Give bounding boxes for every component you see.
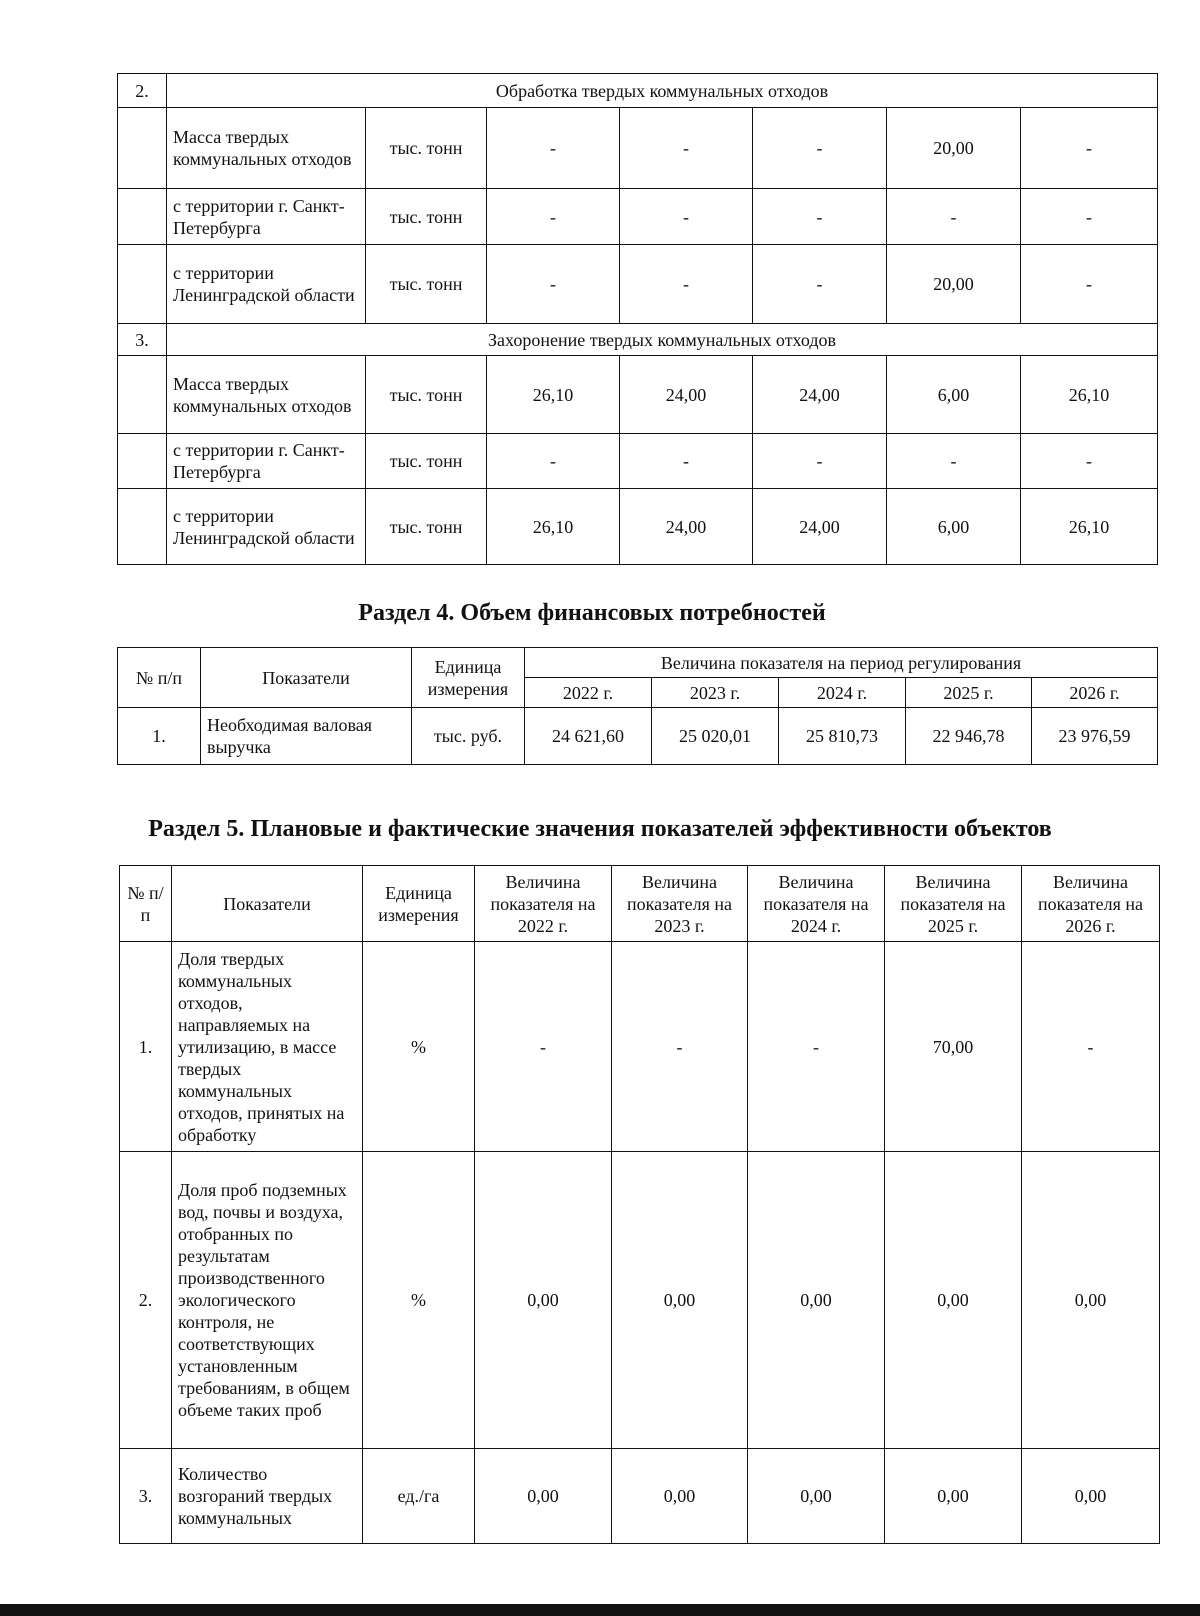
value-cell: -	[753, 245, 887, 324]
value-cell: 0,00	[1022, 1152, 1160, 1449]
value-cell: -	[753, 108, 887, 189]
value-cell: -	[612, 942, 748, 1152]
value-cell: -	[753, 189, 887, 245]
header-year: 2023 г.	[652, 678, 779, 708]
unit-cell: тыс. руб.	[412, 708, 525, 765]
header-row	[120, 866, 1160, 942]
value-cell: 23 976,59	[1032, 708, 1158, 765]
row-label: Масса твердых коммунальных отходов	[167, 108, 366, 189]
row-label: с территории Ленинградской области	[167, 245, 366, 324]
value-cell: 24,00	[753, 489, 887, 565]
value-cell: -	[487, 434, 620, 489]
section-number: 2.	[118, 74, 167, 108]
value-cell: -	[748, 942, 885, 1152]
section5-title: Раздел 5. Плановые и фактические значения показателей эффективности объектов	[148, 816, 1052, 842]
value-cell: -	[1022, 942, 1160, 1152]
value-cell: 26,10	[487, 356, 620, 434]
value-cell: 26,10	[1021, 356, 1158, 434]
section-number: 3.	[118, 324, 167, 356]
value-cell: 6,00	[887, 356, 1021, 434]
header-year: 2022 г.	[525, 678, 652, 708]
table-row	[118, 356, 1158, 434]
value-cell: 26,10	[1021, 489, 1158, 565]
header-year: 2024 г.	[779, 678, 906, 708]
table-row	[118, 434, 1158, 489]
value-cell: 0,00	[612, 1152, 748, 1449]
value-cell: 0,00	[612, 1449, 748, 1544]
value-cell: 24 621,60	[525, 708, 652, 765]
row-label: Доля проб подземных вод, почвы и воздуха, отобранных по результатам производственного экологического контроля, не соответствующих установленным требованиям, в общем объеме таких проб	[172, 1152, 363, 1449]
table-row	[118, 489, 1158, 565]
table-row	[120, 942, 1160, 1152]
value-cell: 6,00	[887, 489, 1021, 565]
waste-volume-table	[117, 73, 1158, 565]
value-cell: 0,00	[1022, 1449, 1160, 1544]
unit-cell: тыс. тонн	[366, 356, 487, 434]
header-year: 2026 г.	[1032, 678, 1158, 708]
empty-cell	[118, 189, 167, 245]
value-cell: -	[475, 942, 612, 1152]
unit-cell: тыс. тонн	[366, 108, 487, 189]
row-number: 3.	[120, 1449, 172, 1544]
value-cell: -	[753, 434, 887, 489]
row-label: Масса твердых коммунальных отходов	[167, 356, 366, 434]
unit-cell: тыс. тонн	[366, 189, 487, 245]
section4-title: Раздел 4. Объем финансовых потребностей	[358, 600, 826, 626]
row-number: 1.	[120, 942, 172, 1152]
row-label: с территории г. Санкт-Петербурга	[167, 434, 366, 489]
value-cell: 26,10	[487, 489, 620, 565]
value-cell: 0,00	[748, 1449, 885, 1544]
value-cell: 0,00	[475, 1449, 612, 1544]
value-cell: -	[487, 189, 620, 245]
value-cell: -	[487, 245, 620, 324]
header-unit: Единица измерения	[363, 866, 475, 942]
value-cell: 0,00	[475, 1152, 612, 1449]
empty-cell	[118, 356, 167, 434]
value-cell: 24,00	[753, 356, 887, 434]
header-year: 2025 г.	[906, 678, 1032, 708]
value-cell: -	[620, 245, 753, 324]
header-year: Величина показателя на 2023 г.	[612, 866, 748, 942]
header-row	[118, 648, 1158, 678]
value-cell: 0,00	[885, 1152, 1022, 1449]
empty-cell	[118, 245, 167, 324]
value-cell: 25 810,73	[779, 708, 906, 765]
value-cell: -	[1021, 189, 1158, 245]
header-indicators: Показатели	[172, 866, 363, 942]
header-num: № п/п	[120, 866, 172, 942]
empty-cell	[118, 434, 167, 489]
unit-cell: ед./га	[363, 1449, 475, 1544]
value-cell: 25 020,01	[652, 708, 779, 765]
section-header-row	[118, 324, 1158, 356]
header-year: Величина показателя на 2022 г.	[475, 866, 612, 942]
section-header-row	[118, 74, 1158, 108]
section-title: Обработка твердых коммунальных отходов	[167, 74, 1158, 108]
value-cell: 24,00	[620, 356, 753, 434]
header-year: Величина показателя на 2024 г.	[748, 866, 885, 942]
scan-edge-bar	[0, 1604, 1200, 1616]
value-cell: 0,00	[885, 1449, 1022, 1544]
row-number: 2.	[120, 1152, 172, 1449]
unit-cell: тыс. тонн	[366, 245, 487, 324]
header-indicators: Показатели	[201, 648, 412, 708]
empty-cell	[118, 108, 167, 189]
unit-cell: %	[363, 942, 475, 1152]
row-label: Необходимая валовая выручка	[201, 708, 412, 765]
value-cell: -	[1021, 108, 1158, 189]
table-row	[118, 245, 1158, 324]
table-row	[118, 708, 1158, 765]
value-cell: 22 946,78	[906, 708, 1032, 765]
row-label: с территории г. Санкт-Петербурга	[167, 189, 366, 245]
financial-needs-table	[117, 647, 1158, 765]
header-unit: Единица измерения	[412, 648, 525, 708]
value-cell: -	[487, 108, 620, 189]
row-label: с территории Ленинградской области	[167, 489, 366, 565]
unit-cell: тыс. тонн	[366, 489, 487, 565]
section-title: Захоронение твердых коммунальных отходов	[167, 324, 1158, 356]
unit-cell: %	[363, 1152, 475, 1449]
header-period: Величина показателя на период регулирования	[525, 648, 1158, 678]
header-year: Величина показателя на 2025 г.	[885, 866, 1022, 942]
table-row	[118, 108, 1158, 189]
empty-cell	[118, 489, 167, 565]
value-cell: -	[1021, 434, 1158, 489]
header-year: Величина показателя на 2026 г.	[1022, 866, 1160, 942]
value-cell: 24,00	[620, 489, 753, 565]
table-row	[120, 1449, 1160, 1544]
value-cell: -	[620, 108, 753, 189]
value-cell: 20,00	[887, 245, 1021, 324]
table-row	[120, 1152, 1160, 1449]
row-number: 1.	[118, 708, 201, 765]
header-num: № п/п	[118, 648, 201, 708]
value-cell: 20,00	[887, 108, 1021, 189]
value-cell: -	[620, 434, 753, 489]
value-cell: -	[620, 189, 753, 245]
row-label: Доля твердых коммунальных отходов, направляемых на утилизацию, в массе твердых коммунальных отходов, принятых на обработку	[172, 942, 363, 1152]
value-cell: -	[887, 189, 1021, 245]
value-cell: 70,00	[885, 942, 1022, 1152]
value-cell: -	[887, 434, 1021, 489]
value-cell: -	[1021, 245, 1158, 324]
table-row	[118, 189, 1158, 245]
row-label: Количество возгораний твердых коммунальных	[172, 1449, 363, 1544]
value-cell: 0,00	[748, 1152, 885, 1449]
unit-cell: тыс. тонн	[366, 434, 487, 489]
efficiency-indicators-table	[119, 865, 1160, 1544]
